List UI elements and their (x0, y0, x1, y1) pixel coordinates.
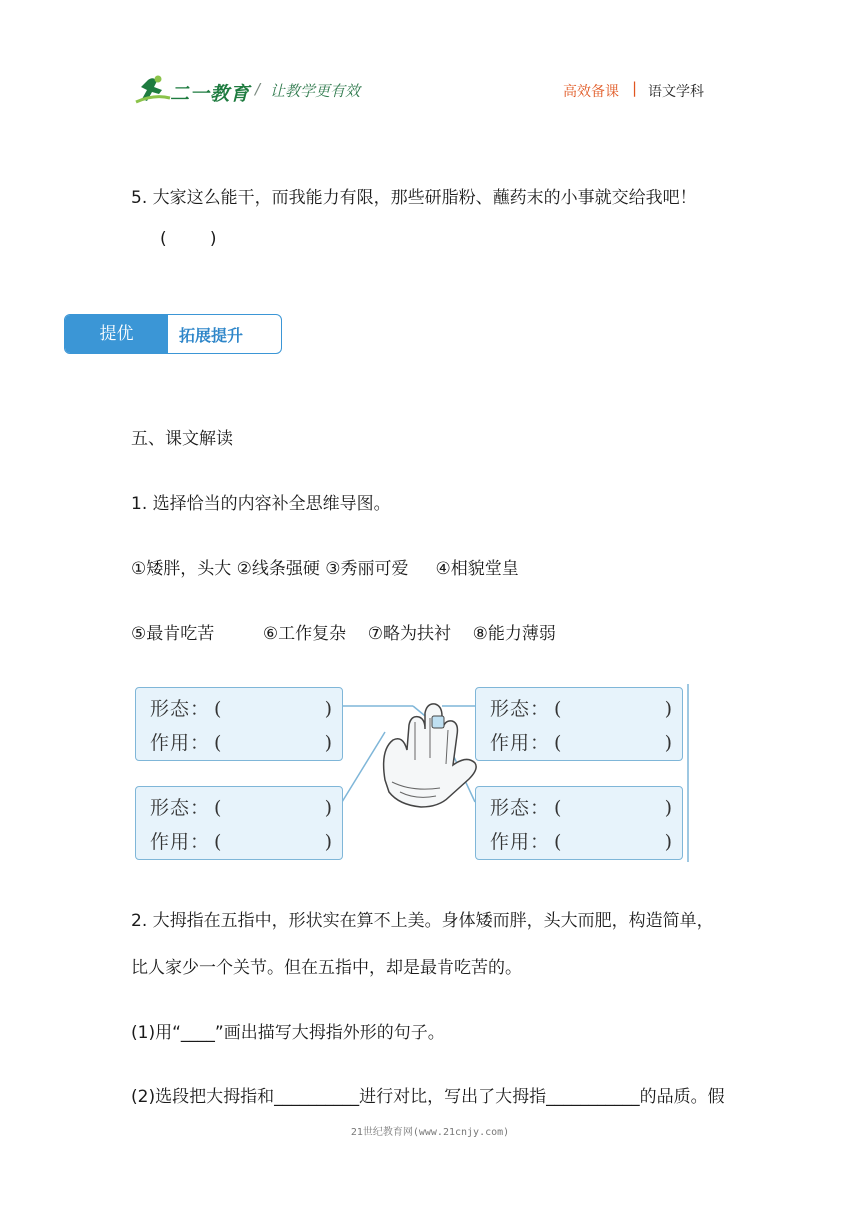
role-label: 作用： (490, 732, 551, 754)
role-label: 作用： (490, 831, 551, 853)
mind-map-box-top-left (135, 687, 343, 761)
section-tag-left: 提优 (65, 315, 168, 353)
mind-map-box-bottom-right (475, 786, 683, 860)
question-5-text: 5. 大家这么能干，而我能力有限，那些研脂粉、蘸药末的小事就交给我吧！ (131, 188, 697, 208)
form-label: 形态： (150, 698, 211, 720)
close-paren: ) (664, 732, 672, 754)
open-paren: ( (554, 698, 562, 720)
open-paren: ( (554, 797, 562, 819)
open-paren: ( (214, 797, 222, 819)
slogan: 让教学更有效 (270, 82, 361, 100)
question-1-stem: 1. 选择恰当的内容补全思维导图。 (131, 494, 391, 514)
open-paren: ( (214, 698, 222, 720)
open-paren: ( (214, 831, 222, 853)
options-row-1: ①矮胖，头大 ②线条强硬 ③秀丽可爱 ④相貌堂皇 (131, 559, 519, 579)
header-subject: 语文学科 (648, 84, 704, 100)
question-2-line-1: 2. 大拇指在五指中，形状实在算不上美。身体矮而胖，头大而肥，构造简单， (131, 911, 714, 931)
role-label: 作用： (150, 831, 211, 853)
close-paren: ) (664, 831, 672, 853)
mind-map-box-top-right (475, 687, 683, 761)
options-row-2: ⑤最肯吃苦 ⑥工作复杂 ⑦略为扶衬 ⑧能力薄弱 (131, 624, 556, 644)
question-2-sub-2: (2)选段把大拇指和__________进行对比，写出了大拇指___________的品质。假 (131, 1087, 725, 1107)
logo-text: 二一教育 (170, 83, 251, 105)
mind-map-box-bottom-left (135, 786, 343, 860)
close-paren: ) (664, 797, 672, 819)
header-label: 高效备课 (563, 84, 619, 100)
section-title: 五、课文解读 (131, 429, 233, 449)
form-label: 形态： (150, 797, 211, 819)
footer: 21世纪教育网(www.21cnjy.com) (350, 1127, 510, 1138)
close-paren: ) (324, 732, 332, 754)
section-tag (64, 314, 282, 354)
open-paren: ( (554, 732, 562, 754)
open-paren: ( (554, 831, 562, 853)
section-tag-right: 拓展提升 (179, 326, 244, 345)
close-paren: ) (664, 698, 672, 720)
form-label: 形态： (490, 797, 551, 819)
form-label: 形态： (490, 698, 551, 720)
question-2-line-2: 比人家少一个关节。但在五指中，却是最肯吃苦的。 (131, 958, 522, 978)
question-2-sub-1: (1)用“____”画出描写大拇指外形的句子。 (131, 1023, 445, 1043)
close-paren: ) (324, 797, 332, 819)
close-paren: ) (324, 698, 332, 720)
role-label: 作用： (150, 732, 211, 754)
header-separator: | (632, 79, 638, 97)
answer-paren: ( ) (160, 229, 217, 249)
mind-map-figure (130, 682, 692, 864)
slogan-separator: / (255, 80, 261, 98)
close-paren: ) (324, 831, 332, 853)
open-paren: ( (214, 732, 222, 754)
